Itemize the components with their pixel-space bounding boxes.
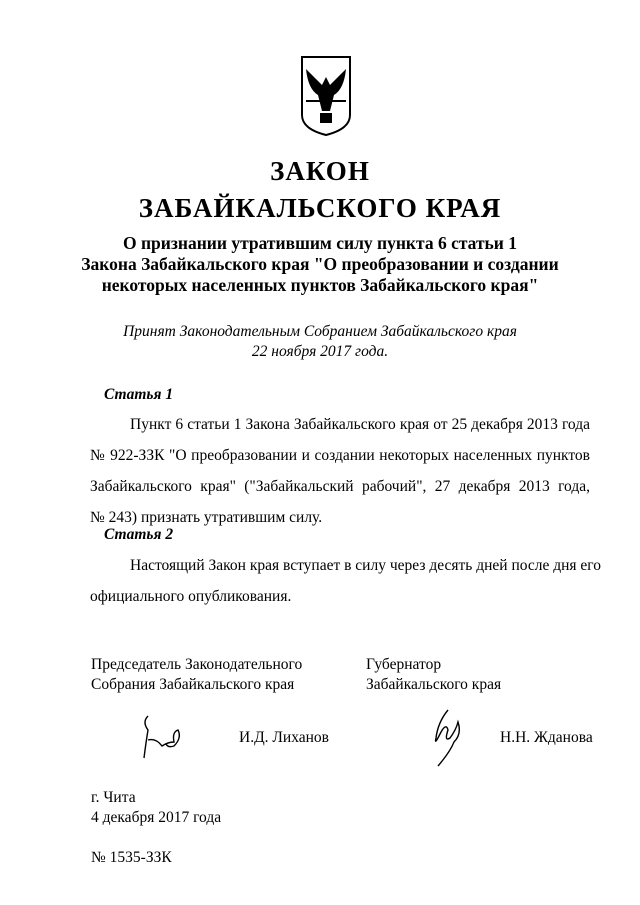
adoption-date: 22 ноября 2017 года.	[251, 343, 389, 360]
position-line: Собрания Забайкальского края	[91, 676, 295, 693]
article-1-line: № 243) признать утратившим силу.	[90, 509, 323, 526]
law-number: № 1535-ЗЗК	[91, 849, 172, 866]
adoption-note	[0, 322, 640, 362]
governor-signature	[428, 708, 468, 768]
article-1-line: Пункт 6 статьи 1 Закона Забайкальского края от 25 декабря 2013 года	[130, 416, 590, 433]
position-line: Председатель Законодательного	[91, 656, 303, 673]
law-title-line: некоторых населенных пунктов Забайкальского края"	[101, 275, 539, 295]
region-title: ЗАБАЙКАЛЬСКОГО КРАЯ	[138, 193, 502, 223]
article-2-heading: Статья 2	[104, 526, 174, 543]
article-1-line: № 922-ЗЗК "О преобразовании и создании некоторых населенных пунктов	[90, 447, 590, 464]
governor-name: Н.Н. Жданова	[500, 729, 593, 746]
position-line: Забайкальского края	[366, 676, 502, 693]
chairman-signature	[138, 712, 188, 762]
article-1-line: Забайкальского края" ("Забайкальский рабочий", 27 декабря 2013 года,	[90, 478, 590, 495]
law-title-line: О признании утратившим силу пункта 6 статьи 1	[122, 233, 518, 253]
governor-position	[366, 655, 501, 695]
chairman-name: И.Д. Лиханов	[239, 729, 329, 746]
chairman-position	[91, 655, 302, 695]
article-2-line: официального опубликования.	[90, 588, 292, 605]
article-2-line: Настоящий Закон края вступает в силу через десять дней после дня его	[130, 557, 602, 574]
adoption-line: Принят Законодательным Собранием Забайкальского края	[123, 323, 517, 340]
law-title-line: Закона Забайкальского края "О преобразовании и создании	[81, 254, 559, 274]
signing-date: 4 декабря 2017 года	[91, 809, 222, 826]
coat-of-arms-emblem	[300, 55, 352, 137]
document-type-title: ЗАКОН	[270, 156, 370, 186]
article-1-heading: Статья 1	[104, 386, 174, 403]
law-title	[0, 233, 640, 296]
position-line: Губернатор	[366, 656, 442, 673]
city: г. Чита	[91, 789, 136, 806]
